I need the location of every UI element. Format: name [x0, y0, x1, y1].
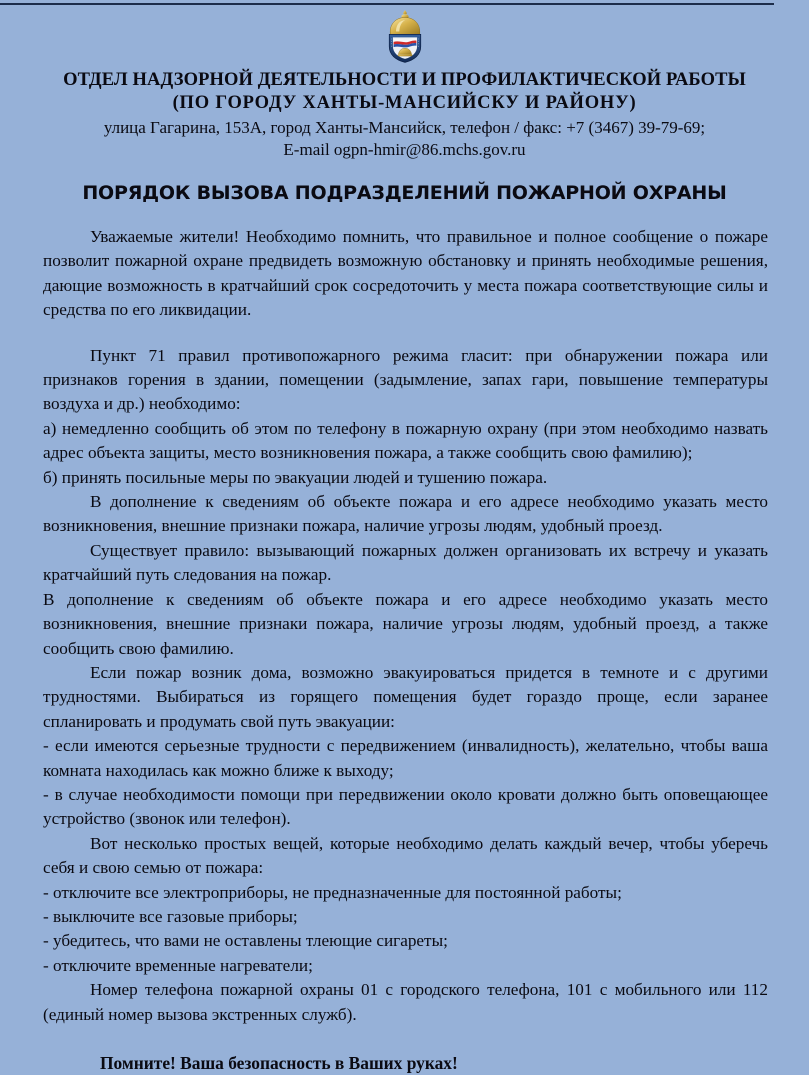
paragraph-additional-info: В дополнение к сведениям об объекте пожара и его адресе необходимо указать место возникновения, внешние признаки пожара, наличие угрозы людям, удобный проезд. — [43, 492, 768, 536]
email-line: E-mail ogpn-hmir@86.mchs.gov.ru — [283, 140, 526, 159]
paragraph-greeting: Уважаемые жители! Необходимо помнить, что правильное и полное сообщение о пожаре позволит пожарной охране предвидеть возможную обстановку и принять необходимые решения, дающие возможность в кратчайший срок сосредоточить у места пожара соответствующие силы и средства по его ликвидации. — [43, 227, 768, 320]
tip-item-heaters: - отключите временные нагреватели; — [43, 955, 313, 975]
tip-item-appliances: - отключите все электроприборы, не предназначенные для постоянной работы; — [43, 882, 622, 902]
emblem-container — [0, 0, 809, 65]
list-item-b: б) принять посильные меры по эвакуации людей и тушению пожара. — [43, 467, 548, 487]
paragraph-meeting-rule: Существует правило: вызывающий пожарных должен организовать их встречу и указать кратчайший путь следования на пожар. — [43, 540, 768, 585]
tip-item-cigarettes: - убедитесь, что вами не оставлены тлеющие сигареты; — [43, 931, 448, 951]
address-line: улица Гагарина, 153А, город Ханты-Мансийск, телефон / факс: +7 (3467) 39-79-69; — [103, 118, 706, 137]
tip-item-gas: - выключите все газовые приборы; — [43, 906, 298, 926]
paragraph-nightly-checklist-intro: Вот несколько простых вещей, которые необходимо делать каждый вечер, чтобы уберечь себя и свою семью от пожара: — [43, 833, 768, 878]
organization-name-line1: ОТДЕЛ НАДЗОРНОЙ ДЕЯТЕЛЬНОСТИ И ПРОФИЛАКТИЧЕСКОЙ РАБОТЫ — [63, 70, 746, 90]
paragraph-rule-71: Пункт 71 правил противопожарного режима гласит: при обнаружении пожара или признаков горения в здании, помещении (задымление, запах гари, повышение температуры воздуха и др.) необходимо: — [43, 345, 768, 414]
paragraph-emergency-numbers: Номер телефона пожарной охраны 01 с городского телефона, 101 с мобильного или 112 (единый номер вызова экстренных служб). — [43, 980, 768, 1024]
page-title: ПОРЯДОК ВЫЗОВА ПОДРАЗДЕЛЕНИЙ ПОЖАРНОЙ ОХРАНЫ — [82, 182, 727, 204]
organization-name-line2: (ПО ГОРОДУ ХАНТЫ-МАНСИЙСКУ И РАЙОНУ) — [172, 93, 637, 113]
document-body — [43, 225, 768, 1075]
paragraph-home-fire: Если пожар возник дома, возможно эвакуироваться придется в темноте и с другими трудностями. Выбираться из горящего помещения будет гораздо проще, если заранее спланировать и продумать свой путь эвакуации: — [43, 662, 768, 731]
paragraph-additional-info-repeat: В дополнение к сведениям об объекте пожара и его адресе необходимо указать место возникновения, внешние признаки пожара, наличие угрозы людям, удобный проезд, а также сообщить свою фамилию. — [43, 589, 768, 658]
closing-statement: Помните! Ваша безопасность в Ваших руках! — [100, 1053, 458, 1073]
dash-item-alert-device: - в случае необходимости помощи при передвижении около кровати должно быть оповещающее устройство (звонок или телефон). — [43, 784, 768, 829]
dash-item-mobility: - если имеются серьезные трудности с передвижением (инвалидность), желательно, чтобы ваша комната находилась как можно ближе к выходу; — [43, 736, 768, 780]
emercom-russia-emblem — [382, 9, 428, 63]
list-item-a: а) немедленно сообщить об этом по телефону в пожарную охрану (при этом необходимо назвать адрес объекта защиты, место возникновения пожара, а также сообщить свою фамилию); — [43, 418, 768, 463]
letterhead — [0, 69, 809, 161]
